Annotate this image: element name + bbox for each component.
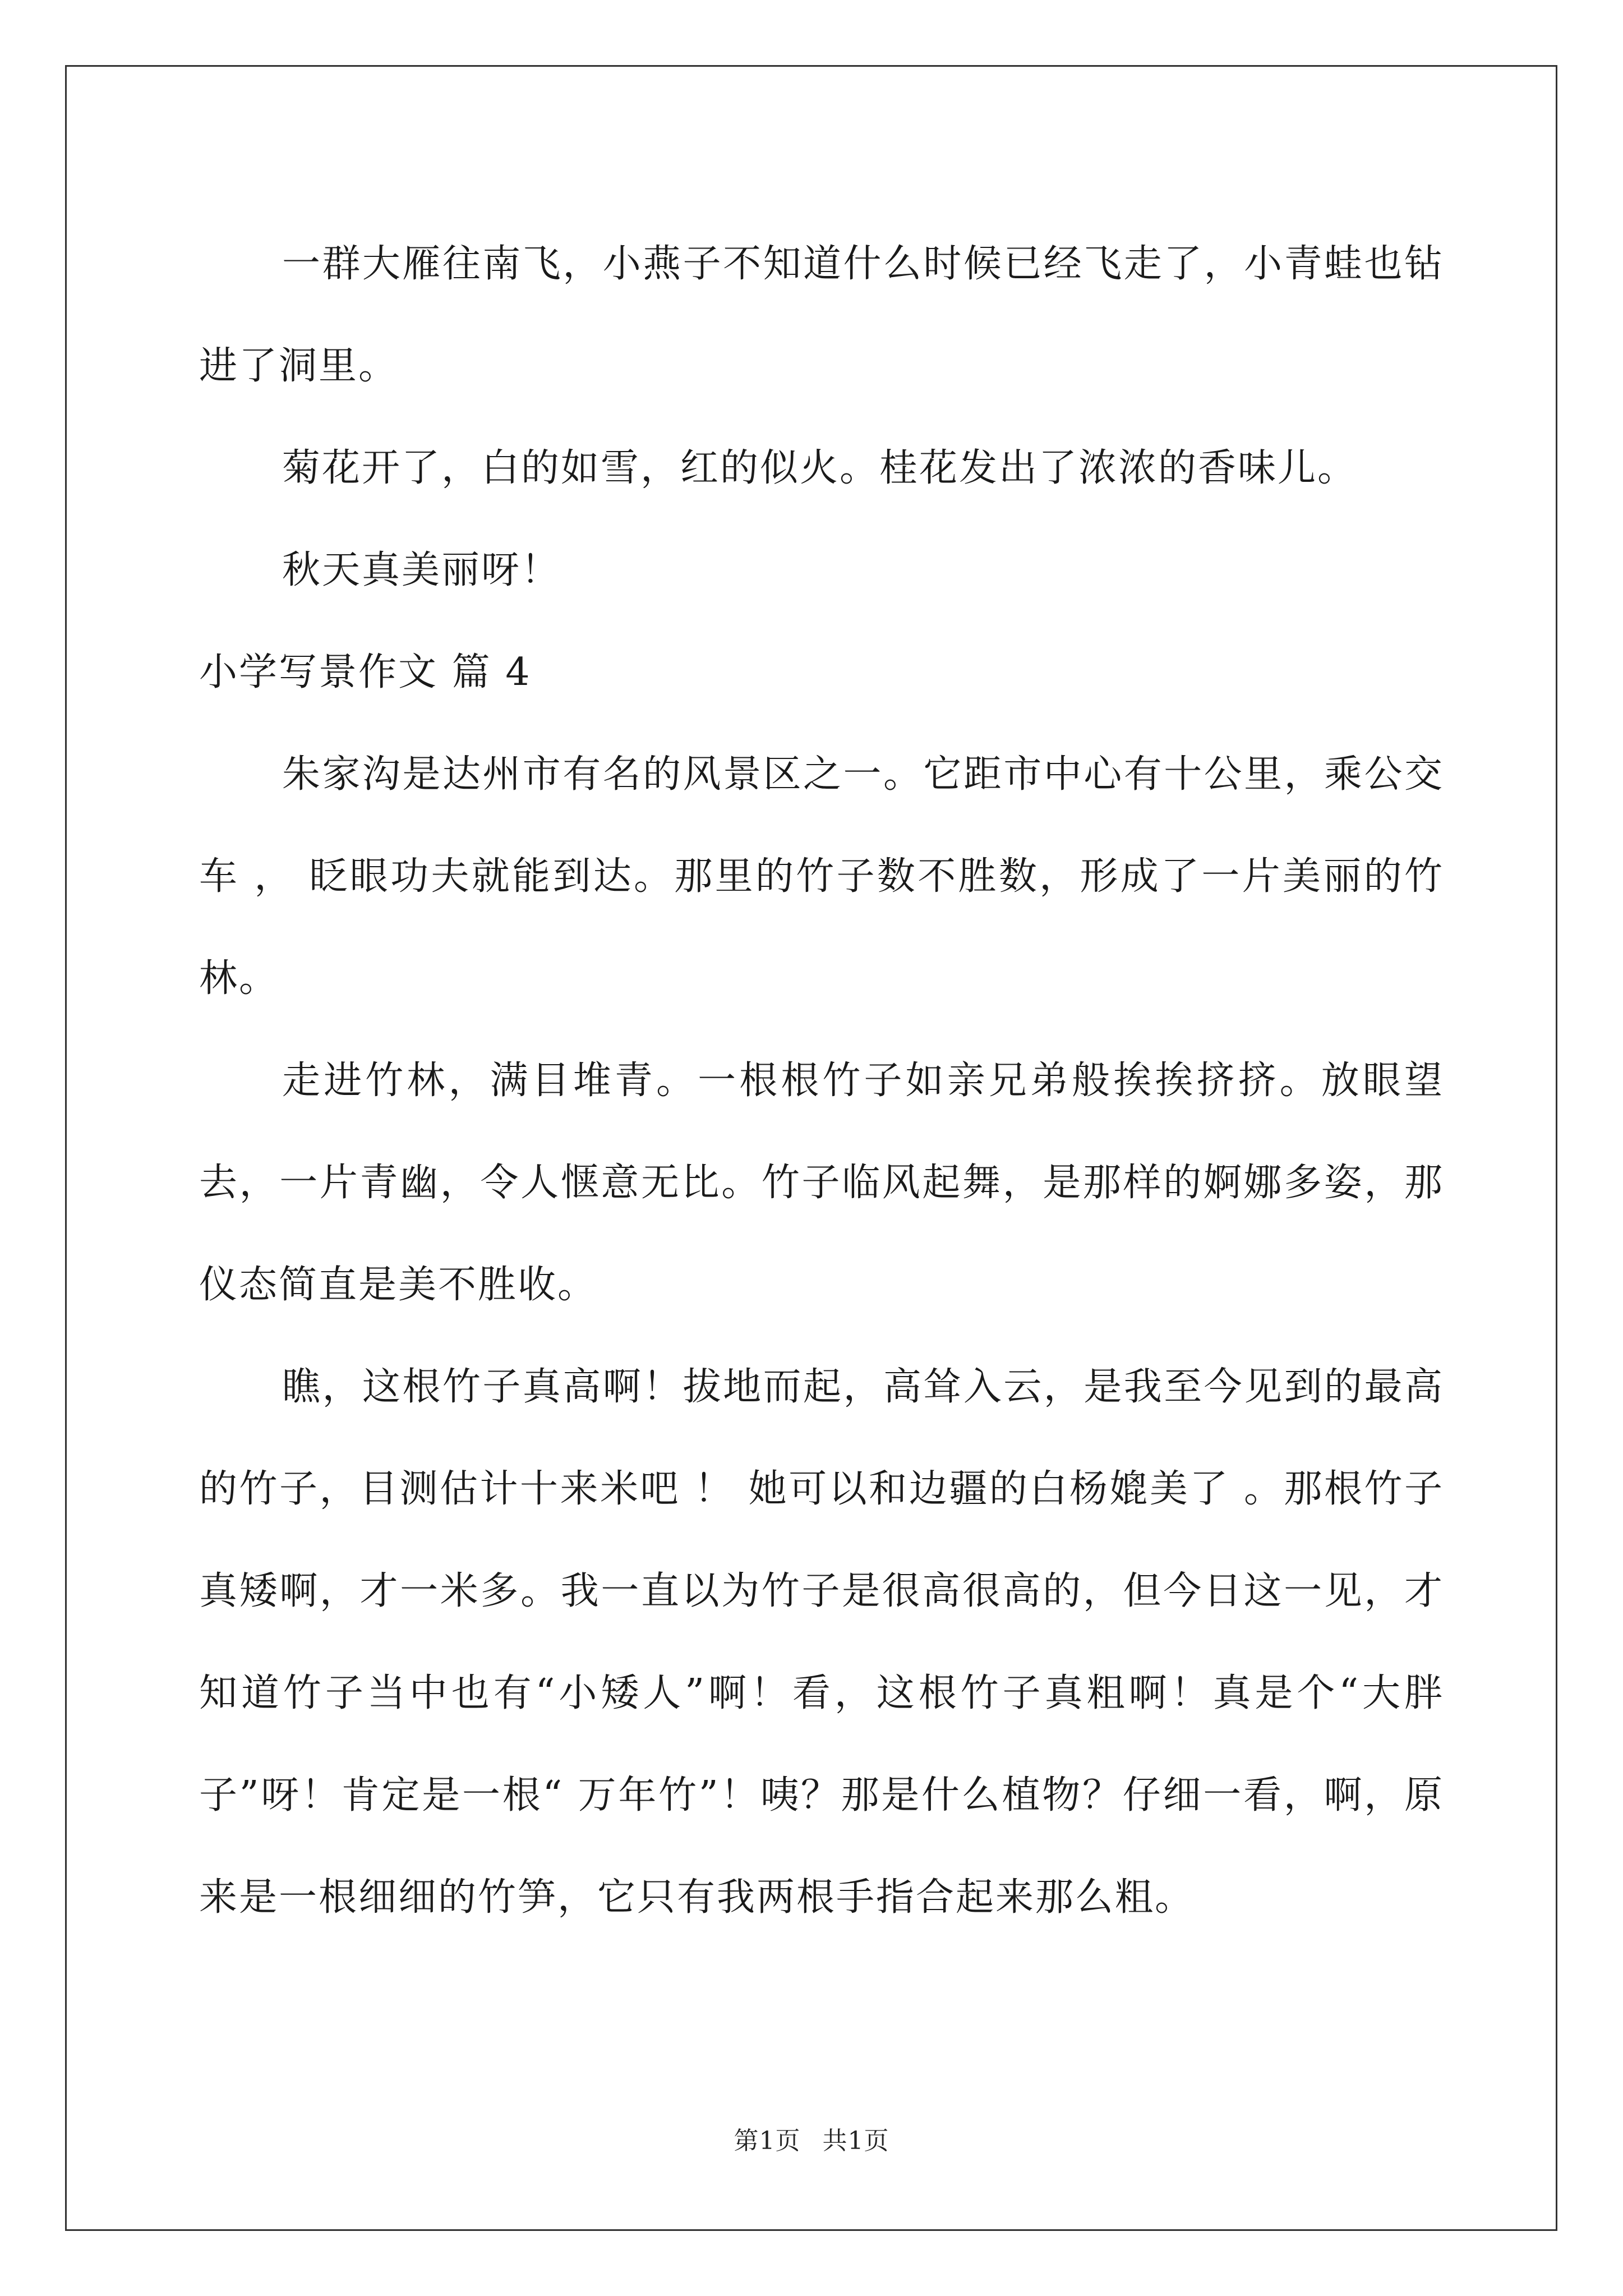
document-body	[199, 213, 1444, 1949]
paragraph-6: 瞧，这根竹子真高啊！拔地而起，高耸入云，是我至今见到的最高的竹子，目测估计十来米吧 ！ 她可以和边疆的白杨媲美了 。那根竹子真矮啊，才一米多。我一直以为竹子是很高很高的，但今日这一见，才知道竹子当中也有“小矮人”啊！看，这根竹子真粗啊！真是个“大胖子”呀！肯定是一根“ 万年竹”！咦？那是什么植物？仔细一看，啊，原来是一根细细的竹笋，它只有我两根手指合起来那么粗。	[199, 1365, 1444, 1920]
section-heading: 小学写景作文 篇 4	[199, 650, 532, 694]
paragraph-3: 秋天真美丽呀！	[282, 548, 561, 592]
page-number-current: 第1页	[734, 2127, 801, 2155]
paragraph-2: 菊花开了，白的如雪，红的似火。桂花发出了浓浓的香味儿。	[282, 446, 1358, 490]
paragraph-5: 走进竹林，满目堆青。一根根竹子如亲兄弟般挨挨挤挤。放眼望去，一片青幽，令人惬意无比。竹子临风起舞，是那样的婀娜多姿，那仪态简直是美不胜收。	[199, 1059, 1444, 1307]
paragraph-1: 一群大雁往南飞，小燕子不知道什么时候已经飞走了，小青蛙也钻进了洞里。	[199, 242, 1444, 388]
paragraph-4: 朱家沟是达州市有名的风景区之一。它距市中心有十公里，乘公交车 ， 眨眼功夫就能到达。那里的竹子数不胜数，形成了一片美丽的竹林。	[199, 752, 1444, 1001]
page-number-total: 共1页	[822, 2127, 889, 2155]
page-footer	[0, 2120, 1623, 2156]
